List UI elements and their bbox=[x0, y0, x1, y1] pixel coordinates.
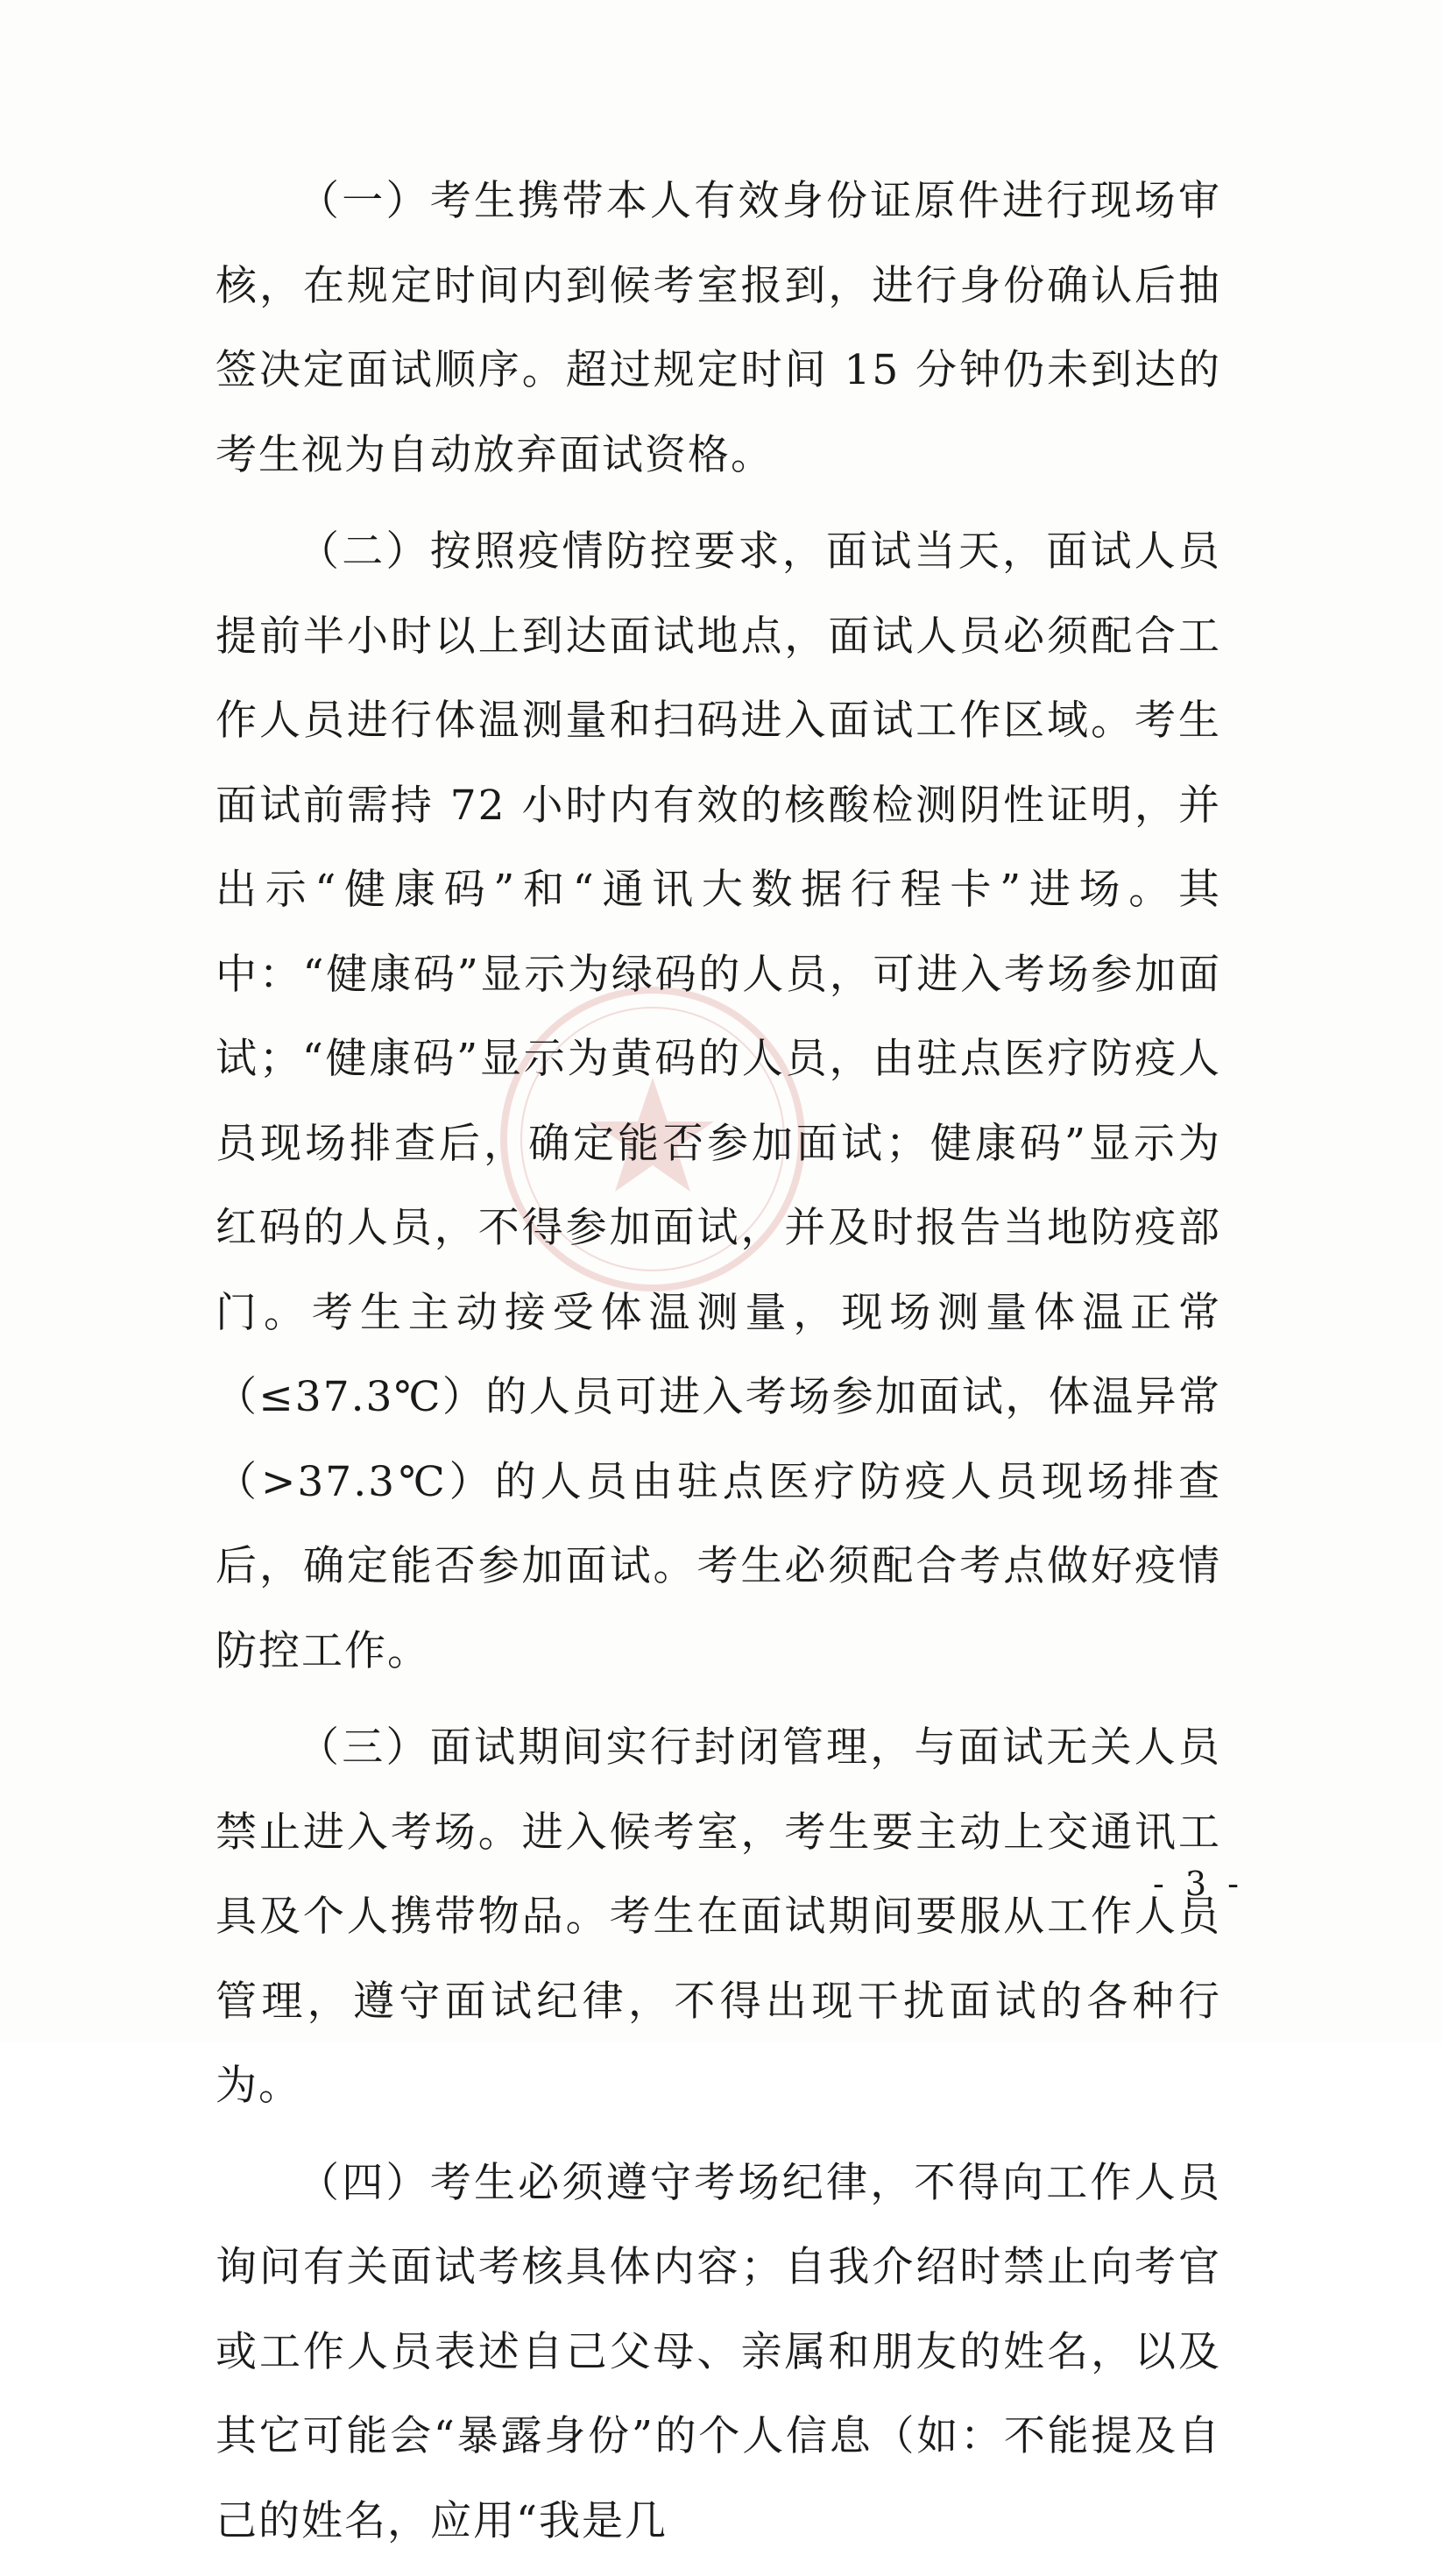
document-body bbox=[216, 159, 1221, 2576]
paragraph-1: （一）考生携带本人有效身份证原件进行现场审核，在规定时间内到候考室报到，进行身份确认后抽签决定面试顺序。超过规定时间 15 分钟仍未到达的考生视为自动放弃面试资格。 bbox=[216, 177, 1221, 479]
paragraph-3: （三）面试期间实行封闭管理，与面试无关人员禁止进入考场。进入候考室，考生要主动上交通讯工具及个人携带物品。考生在面试期间要服从工作人员管理，遵守面试纪律，不得出现干扰面试的各种行为。 bbox=[216, 1723, 1221, 2110]
page-number: - 3 - bbox=[1152, 1865, 1244, 1903]
paragraph-2: （二）按照疫情防控要求，面试当天，面试人员提前半小时以上到达面试地点，面试人员必须配合工作人员进行体温测量和扫码进入面试工作区域。考生面试前需持 72 小时内有效的核酸检测阴性证明，并出示“健康码”和“通讯大数据行程卡”进场。其中：“健康码”显示为绿码的人员，可进入考场参加面试；“健康码”显示为黄码的人员，由驻点医疗防疫人员现场排查后，确定能否参加面试；健康码”显示为红码的人员，不得参加面试，并及时报告当地防疫部门。考生主动接受体温测量，现场测量体温正常（≤37.3℃）的人员可进入考场参加面试，体温异常（>37.3℃）的人员由驻点医疗防疫人员现场排查后，确定能否参加面试。考生必须配合考点做好疫情防控工作。 bbox=[216, 527, 1221, 1675]
paragraph-4: （四）考生必须遵守考场纪律，不得向工作人员询问有关面试考核具体内容；自我介绍时禁止向考官或工作人员表述自己父母、亲属和朋友的姓名，以及其它可能会“暴露身份”的个人信息（如：不能提及自己的姓名，应用“我是几 bbox=[216, 2158, 1221, 2545]
